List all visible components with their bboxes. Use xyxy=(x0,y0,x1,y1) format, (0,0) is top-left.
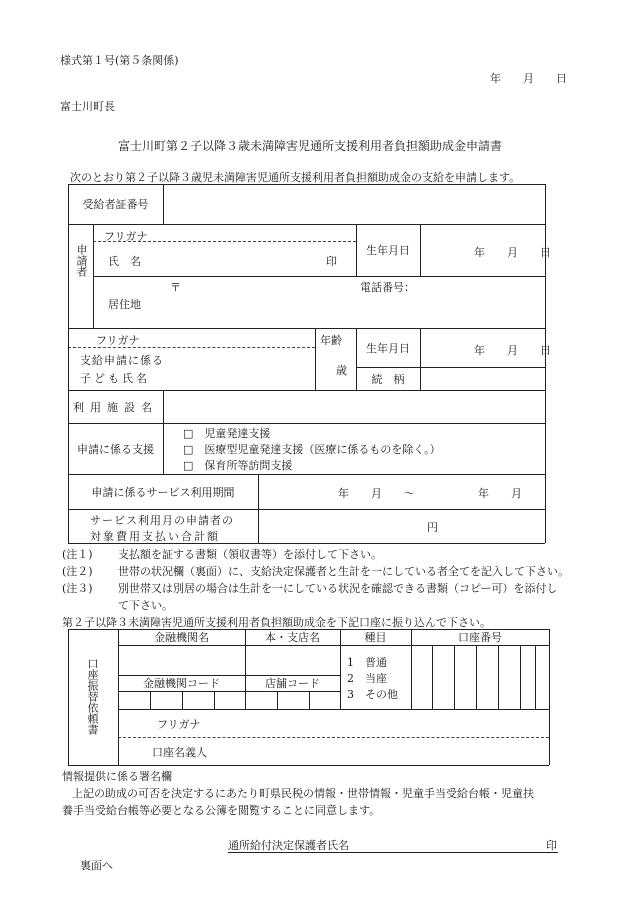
form-number: 様式第１号(第５条関係) xyxy=(60,54,179,67)
signature-seal: 印 xyxy=(546,839,557,852)
holder-name-field[interactable] xyxy=(246,738,548,764)
account-type-option[interactable]: 1 普通 xyxy=(347,656,387,669)
age-label: 年齢 xyxy=(320,334,342,347)
support-option-nursery[interactable]: □ 保育所等訪問支援 xyxy=(183,459,293,472)
age-unit: 歳 xyxy=(336,364,347,377)
consent-text-2: 養手当受給台帳等必要となる公簿を閲覧することに同意します。 xyxy=(62,804,381,817)
addressee: 富士川町長 xyxy=(60,100,115,113)
note-text: て下さい。 xyxy=(118,599,173,612)
note-text: 支払額を証する書類（領収書等）を添付して下さい。 xyxy=(118,548,382,561)
signature-label: 通所給付決定保護者氏名 xyxy=(228,839,349,852)
bank-intro: 第２子以降３未満障害児通所支援利用者負担額助成金を下記口座に振り込んで下さい。 xyxy=(62,616,491,629)
postal-mark: 〒 xyxy=(170,281,181,294)
support-option-medical[interactable]: □ 医療型児童発達支援（医療に係るものを除く。） xyxy=(183,443,441,456)
header-date: 年 月 日 xyxy=(490,72,567,85)
applicant-furigana-label: フリガナ xyxy=(104,230,148,243)
note-tag: (注２) xyxy=(62,565,93,578)
consent-text-1: 上記の助成の可否を決定するにあたり町県民税の情報・世帯情報・児童手当受給台帳・児童扶 xyxy=(72,787,534,800)
branch-name-label: 本・支店名 xyxy=(265,631,320,644)
applicant-name-label: 氏 名 xyxy=(108,255,141,268)
support-option-development[interactable]: □ 児童発達支援 xyxy=(183,427,271,440)
child-name-label-1: 支給申請に係る xyxy=(80,354,164,367)
branch-code-label: 店舗コード xyxy=(265,677,320,690)
period-from[interactable]: 年 月 ～ xyxy=(338,487,415,500)
signature-field[interactable] xyxy=(360,836,540,850)
applicant-birth-field[interactable]: 年 月 日 xyxy=(474,246,551,259)
branch-name-field[interactable] xyxy=(246,646,339,674)
bank-name-field[interactable] xyxy=(119,646,244,674)
recipient-number-field[interactable] xyxy=(163,184,545,224)
child-birth-field[interactable]: 年 月 日 xyxy=(474,344,551,357)
total-label-2: 対象費用支払い合計額 xyxy=(90,530,220,543)
holder-name-label: 口座名義人 xyxy=(152,746,207,759)
page-title: 富士川町第２子以降３歳未満障害児通所支援利用者負担額助成金申請書 xyxy=(118,139,503,153)
relationship-field[interactable] xyxy=(421,368,544,389)
period-to[interactable]: 年 月 xyxy=(478,487,522,500)
support-label: 申請に係る支援 xyxy=(77,442,154,456)
bank-code-label: 金融機関コード xyxy=(143,677,220,690)
address-label: 居住地 xyxy=(108,298,141,311)
holder-furigana-field[interactable] xyxy=(246,710,548,736)
applicant-birth-label: 生年月日 xyxy=(366,244,410,257)
consent-heading: 情報提供に係る署名欄 xyxy=(62,770,172,783)
applicant-label: 申請者 xyxy=(75,244,88,277)
note-tag: (注１) xyxy=(62,548,93,561)
recipient-number-label: 受給者証番号 xyxy=(82,198,149,211)
intro-text: 次のとおり第２子以降３歳児未満障害児通所支援利用者負担額助成金の支給を申請します。 xyxy=(70,171,521,184)
address-field[interactable] xyxy=(166,277,544,327)
total-amount-field[interactable] xyxy=(259,510,419,542)
total-label-1: サービス利用月の申請者の xyxy=(90,514,234,527)
reverse-link[interactable]: 裏面へ xyxy=(80,859,113,872)
applicant-seal: 印 xyxy=(326,255,337,268)
child-birth-label: 生年月日 xyxy=(366,341,410,355)
phone-label: 電話番号： xyxy=(360,281,415,294)
child-furigana-label: フリガナ xyxy=(96,334,140,347)
account-type-option[interactable]: 3 その他 xyxy=(347,688,398,701)
bank-name-label: 金融機関名 xyxy=(154,631,209,644)
account-type-option[interactable]: 2 当座 xyxy=(347,672,387,685)
facility-field[interactable] xyxy=(164,391,544,422)
child-name-label-2: 子ども氏名 xyxy=(80,372,150,385)
facility-label: 利用施設名 xyxy=(73,400,158,414)
account-number-label: 口座番号 xyxy=(458,631,502,644)
note-text: 世帯の状況欄（裏面）に、支給決定保護者と生計を一にしている者全てを記入して下さい。 xyxy=(118,565,569,578)
relationship-label: 続 柄 xyxy=(371,372,405,386)
note-tag: (注３) xyxy=(62,582,93,595)
child-name-field[interactable] xyxy=(164,349,314,389)
holder-furigana-label: フリガナ xyxy=(157,718,201,731)
account-type-label: 種目 xyxy=(364,631,387,644)
note-text: 別世帯又は別居の場合は生計を一にしている状況を確認できる書類（コピー可）を添付し xyxy=(118,582,558,595)
service-period-label: 申請に係るサービス利用期間 xyxy=(91,485,235,499)
bank-side-label: 口座振替依頼書 xyxy=(86,658,99,735)
yen-unit: 円 xyxy=(427,521,438,534)
